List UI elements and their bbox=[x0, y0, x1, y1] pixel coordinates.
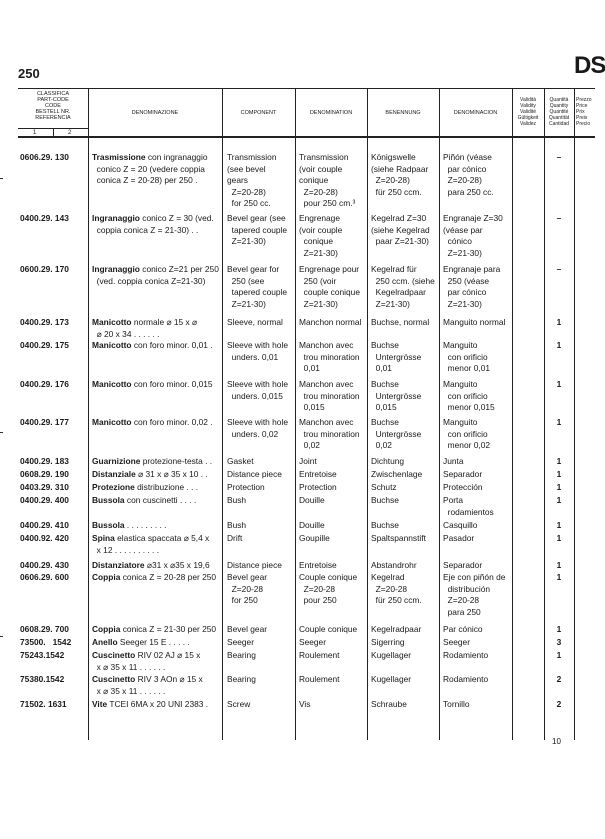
header-benennung: BENENNUNG bbox=[385, 110, 421, 116]
header-code-sub-2: 2 bbox=[68, 130, 72, 136]
denominazione-keyword: Distanziatore bbox=[92, 560, 145, 570]
denomination-fr: Douille bbox=[299, 520, 325, 530]
denominazione-keyword: Guarnizione bbox=[92, 456, 141, 466]
part-code: 0400.29. 143 bbox=[20, 213, 69, 223]
col-sep-en bbox=[295, 88, 296, 740]
margin-tick bbox=[0, 636, 3, 637]
denomination-fr: Manchon avec trou minoration 0,02 bbox=[299, 417, 360, 451]
benennung-de: Kugellager bbox=[371, 650, 412, 660]
component-en: Bevel gear for 250 (see tapered couple Z=21-30) bbox=[227, 264, 288, 309]
denominazione-it: Bussola . . . . . . . . . bbox=[92, 520, 167, 530]
benennung-de: Schutz bbox=[371, 482, 397, 492]
denominacion-es: Eje con piñón de distribución Z=20-28 para 250 bbox=[443, 572, 506, 617]
benennung-de: Spaltspannstift bbox=[371, 533, 426, 543]
denominacion-es: Engranaje para 250 (véase par cónico Z=21-30) bbox=[443, 264, 501, 309]
part-code: 73500. 1542 bbox=[20, 637, 72, 647]
denominazione-keyword: Ingranaggio bbox=[92, 264, 140, 274]
denomination-fr: Manchon avec trou minoration 0,015 bbox=[299, 379, 360, 413]
denominacion-es: Separador bbox=[443, 469, 483, 479]
col-sep-it bbox=[222, 88, 223, 740]
denominazione-it: Cuscinetto RIV 02 AJ ⌀ 15 x x ⌀ 35 x 11 . . . . . . bbox=[92, 650, 201, 672]
denominazione-keyword: Distanziale bbox=[92, 469, 136, 479]
section-tag: DS bbox=[574, 52, 605, 79]
denominazione-it: Distanziale ⌀ 31 x ⌀ 35 x 10 . . bbox=[92, 469, 208, 479]
header-quantity: Quantità Quantity Quantité Quantität Cantidad bbox=[548, 97, 570, 127]
denomination-fr: Transmission (voir couple conique Z=20-28) pour 250 cm.³ bbox=[299, 152, 356, 209]
denominazione-keyword: Spina bbox=[92, 533, 115, 543]
component-en: Transmission (see bevel gears Z=20-28) for 250 cc. bbox=[227, 152, 277, 209]
col-sep-de bbox=[439, 88, 440, 740]
quantity: 1 bbox=[556, 533, 562, 543]
quantity: 1 bbox=[556, 340, 562, 350]
component-en: Sleeve with hole unders. 0,01 bbox=[227, 340, 288, 362]
denomination-fr: Manchon avec trou minoration 0,01 bbox=[299, 340, 360, 374]
denominacion-es: Manguito con orificio menor 0,015 bbox=[443, 379, 495, 413]
denominazione-it: Cuscinetto RIV 3 AOn ⌀ 15 x x ⌀ 35 x 11 . . . . . . bbox=[92, 674, 203, 696]
denomination-fr: Seeger bbox=[299, 637, 327, 647]
header-validity: Validità Validity Validité Gültigkeit Validez bbox=[517, 97, 539, 127]
quantity: 1 bbox=[556, 495, 562, 505]
denomination-fr: Joint bbox=[299, 456, 317, 466]
component-en: Distance piece bbox=[227, 469, 282, 479]
denominacion-es: Casquillo bbox=[443, 520, 478, 530]
component-en: Bush bbox=[227, 495, 247, 505]
part-code: 0600.29. 170 bbox=[20, 264, 69, 274]
quantity: 2 bbox=[556, 699, 562, 709]
part-code: 0606.29. 130 bbox=[20, 152, 69, 162]
denominazione-keyword: Manicotto bbox=[92, 317, 132, 327]
denominazione-keyword: Trasmissione bbox=[92, 152, 146, 162]
part-code: 0400.29. 176 bbox=[20, 379, 69, 389]
component-en: Seeger bbox=[227, 637, 255, 647]
denominacion-es: Rodamiento bbox=[443, 650, 489, 660]
quantity: 1 bbox=[556, 560, 562, 570]
denominazione-it: Protezione distribuzione . . . bbox=[92, 482, 199, 492]
denomination-fr: Entretoise bbox=[299, 560, 337, 570]
quantity: 1 bbox=[556, 379, 562, 389]
denomination-fr: Douille bbox=[299, 495, 325, 505]
header-component: COMPONENT bbox=[240, 110, 277, 116]
part-code: 0400.29. 183 bbox=[20, 456, 69, 466]
component-en: Bevel gear (see tapered couple Z=21-30) bbox=[227, 213, 288, 247]
denominacion-es: Protección bbox=[443, 482, 483, 492]
denominazione-it: Manicotto con foro minor. 0,01 . bbox=[92, 340, 213, 350]
benennung-de: Buchse Untergrösse 0,02 bbox=[371, 417, 422, 451]
benennung-de: Kegelrad für 250 ccm. (siehe Kegelradpaar Z=21-30) bbox=[371, 264, 435, 309]
benennung-de: Buchse bbox=[371, 495, 399, 505]
margin-tick bbox=[0, 432, 3, 433]
denominazione-keyword: Bussola bbox=[92, 495, 125, 505]
benennung-de: Kegelrad Z=30 (siehe Kegelrad paar Z=21-30) bbox=[371, 213, 430, 247]
denominazione-keyword: Anello bbox=[92, 637, 118, 647]
benennung-de: Abstandrohr bbox=[371, 560, 417, 570]
component-en: Screw bbox=[227, 699, 251, 709]
denomination-fr: Roulement bbox=[299, 674, 340, 684]
part-code: 0400.29. 410 bbox=[20, 520, 69, 530]
part-code: 0606.29. 600 bbox=[20, 572, 69, 582]
benennung-de: Kegelrad Z=20-28 für 250 ccm. bbox=[371, 572, 422, 606]
code-sub-rule bbox=[18, 128, 88, 129]
footer-number: 10 bbox=[552, 737, 561, 746]
denominacion-es: Engranaje Z=30 (véase par cónico Z=21-30) bbox=[443, 213, 503, 258]
denominacion-es: Porta rodamientos bbox=[443, 495, 494, 517]
benennung-de: Buchse, normal bbox=[371, 317, 430, 327]
part-code: 0400.29. 173 bbox=[20, 317, 69, 327]
denominacion-es: Pasador bbox=[443, 533, 475, 543]
component-en: Sleeve with hole unders. 0,02 bbox=[227, 417, 288, 439]
quantity: 1 bbox=[556, 572, 562, 582]
part-code: 0400.29. 177 bbox=[20, 417, 69, 427]
benennung-de: Dichtung bbox=[371, 456, 405, 466]
denominazione-keyword: Protezione bbox=[92, 482, 135, 492]
denominazione-keyword: Bussola bbox=[92, 520, 125, 530]
quantity: – bbox=[556, 264, 562, 274]
page-number: 250 bbox=[18, 66, 40, 81]
denominazione-keyword: Cuscinetto bbox=[92, 674, 136, 684]
denominazione-it: Coppia conica Z = 20-28 per 250 bbox=[92, 572, 217, 582]
part-code: 71502. 1631 bbox=[20, 699, 67, 709]
quantity: 1 bbox=[556, 482, 562, 492]
component-en: Drift bbox=[227, 533, 243, 543]
denomination-fr: Vis bbox=[299, 699, 311, 709]
quantity: 1 bbox=[556, 650, 562, 660]
denominazione-keyword: Manicotto bbox=[92, 417, 132, 427]
benennung-de: Buchse Untergrösse 0,01 bbox=[371, 340, 422, 374]
part-code: 0400.92. 420 bbox=[20, 533, 69, 543]
benennung-de: Buchse bbox=[371, 520, 399, 530]
part-code: 0400.29. 175 bbox=[20, 340, 69, 350]
component-en: Bearing bbox=[227, 650, 256, 660]
header-code-sub-1: 1 bbox=[33, 130, 37, 136]
header-code: CLASSIFICA PART-CODE CODE BESTELL NR. REFERENCIA bbox=[35, 91, 71, 121]
denominazione-it: Spina elastica spaccata ⌀ 5,4 x x 12 . . . . . . . . . . bbox=[92, 533, 210, 555]
header-denominazione: DENOMINAZIONE bbox=[131, 110, 179, 116]
denomination-fr: Manchon normal bbox=[299, 317, 362, 327]
component-en: Bush bbox=[227, 520, 247, 530]
denominacion-es: Separador bbox=[443, 560, 483, 570]
col-sep-code bbox=[88, 88, 89, 740]
table-top-rule bbox=[18, 88, 595, 89]
denominazione-keyword: Cuscinetto bbox=[92, 650, 136, 660]
benennung-de: Kugellager bbox=[371, 674, 412, 684]
benennung-de: Schraube bbox=[371, 699, 407, 709]
denominacion-es: Rodamiento bbox=[443, 674, 489, 684]
denominacion-es: Seeger bbox=[443, 637, 471, 647]
header-denomination: DENOMINATION bbox=[309, 110, 353, 116]
quantity: 3 bbox=[556, 637, 562, 647]
denomination-fr: Roulement bbox=[299, 650, 340, 660]
part-code: 75380.1542 bbox=[20, 674, 65, 684]
denomination-fr: Couple conique bbox=[299, 624, 358, 634]
component-en: Sleeve with hole unders. 0,015 bbox=[227, 379, 288, 401]
component-en: Bevel gear bbox=[227, 624, 268, 634]
quantity: 1 bbox=[556, 456, 562, 466]
quantity: – bbox=[556, 152, 562, 162]
component-en: Gasket bbox=[227, 456, 254, 466]
benennung-de: Königswelle (siehe Radpaar Z=20-28) für 250 ccm. bbox=[371, 152, 429, 197]
part-code: 0400.29. 400 bbox=[20, 495, 69, 505]
part-code: 0608.29. 190 bbox=[20, 469, 69, 479]
denominacion-es: Tornillo bbox=[443, 699, 470, 709]
benennung-de: Sigerring bbox=[371, 637, 405, 647]
component-en: Bearing bbox=[227, 674, 256, 684]
col-sep-fr bbox=[367, 88, 368, 740]
component-en: Sleeve, normal bbox=[227, 317, 283, 327]
denominacion-es: Par cónico bbox=[443, 624, 483, 634]
denominazione-it: Ingranaggio conico Z = 30 (ved. coppia conica Z = 21-30) . . bbox=[92, 213, 214, 235]
denomination-fr: Protection bbox=[299, 482, 337, 492]
denominazione-it: Anello Seeger 15 E . . . . . bbox=[92, 637, 190, 647]
denominacion-es: Manguito con orificio menor 0,01 bbox=[443, 340, 491, 374]
denominacion-es: Piñón (véase par cónico Z=20-28) para 250 cc. bbox=[443, 152, 494, 197]
component-en: Distance piece bbox=[227, 560, 282, 570]
denominazione-it: Ingranaggio conico Z=21 per 250 (ved. coppia conica Z=21-30) bbox=[92, 264, 219, 286]
benennung-de: Zwischenlage bbox=[371, 469, 423, 479]
denomination-fr: Couple conique Z=20-28 pour 250 bbox=[299, 572, 358, 606]
header-bottom-rule-double bbox=[18, 137, 595, 138]
quantity: 1 bbox=[556, 469, 562, 479]
component-en: Bevel gear Z=20-28 for 250 bbox=[227, 572, 268, 606]
denominazione-it: Manicotto con foro minor. 0,02 . bbox=[92, 417, 213, 427]
quantity: 1 bbox=[556, 624, 562, 634]
benennung-de: Kegelradpaar bbox=[371, 624, 422, 634]
header-price: Prezzo Price Prix Preis Precio bbox=[576, 97, 592, 127]
denominazione-it: Trasmissione con ingranaggio conico Z = 20 (vedere coppia conica Z = 20-28) per 250 . bbox=[92, 152, 208, 186]
denominazione-keyword: Coppia bbox=[92, 624, 121, 634]
header-denominacion: DENOMINACION bbox=[453, 110, 498, 116]
denominazione-keyword: Coppia bbox=[92, 572, 121, 582]
part-code: 0608.29. 700 bbox=[20, 624, 69, 634]
col-sep-es bbox=[512, 88, 513, 740]
denominazione-it: Vite TCEI 6MA x 20 UNI 2383 . bbox=[92, 699, 209, 709]
denomination-fr: Engrenage pour 250 (voir couple conique Z=21-30) bbox=[299, 264, 360, 309]
part-code: 75243.1542 bbox=[20, 650, 65, 660]
quantity: 1 bbox=[556, 520, 562, 530]
quantity: – bbox=[556, 213, 562, 223]
denomination-fr: Entretoise bbox=[299, 469, 337, 479]
component-en: Protection bbox=[227, 482, 265, 492]
quantity: 1 bbox=[556, 317, 562, 327]
denomination-fr: Engrenage (voir couple conique Z=21-30) bbox=[299, 213, 343, 258]
denominazione-it: Distanziatore ⌀31 x ⌀35 x 19,6 bbox=[92, 560, 210, 570]
denominacion-es: Manguito con orificio menor 0,02 bbox=[443, 417, 491, 451]
denominazione-keyword: Ingranaggio bbox=[92, 213, 140, 223]
denominazione-it: Bussola con cuscinetti . . . . bbox=[92, 495, 197, 505]
benennung-de: Buchse Untergrösse 0,015 bbox=[371, 379, 422, 413]
denominazione-it: Guarnizione protezione-testa . . bbox=[92, 456, 213, 466]
code-subdivider bbox=[53, 128, 54, 136]
denominazione-keyword: Manicotto bbox=[92, 340, 132, 350]
margin-tick bbox=[0, 178, 3, 179]
denominazione-keyword: Vite bbox=[92, 699, 108, 709]
denominazione-it: Manicotto con foro minor. 0,015 bbox=[92, 379, 213, 389]
quantity: 2 bbox=[556, 674, 562, 684]
denominazione-it: Manicotto normale ⌀ 15 x ⌀ ⌀ 20 x 34 . . . . . . bbox=[92, 317, 198, 339]
denominazione-it: Coppia conica Z = 21-30 per 250 bbox=[92, 624, 217, 634]
part-code: 0403.29. 310 bbox=[20, 482, 69, 492]
denominacion-es: Manguito normal bbox=[443, 317, 506, 327]
part-code: 0400.29. 430 bbox=[20, 560, 69, 570]
col-sep-qty bbox=[574, 88, 575, 740]
quantity: 1 bbox=[556, 417, 562, 427]
denominazione-keyword: Manicotto bbox=[92, 379, 132, 389]
denominacion-es: Junta bbox=[443, 456, 464, 466]
denomination-fr: Goupille bbox=[299, 533, 330, 543]
